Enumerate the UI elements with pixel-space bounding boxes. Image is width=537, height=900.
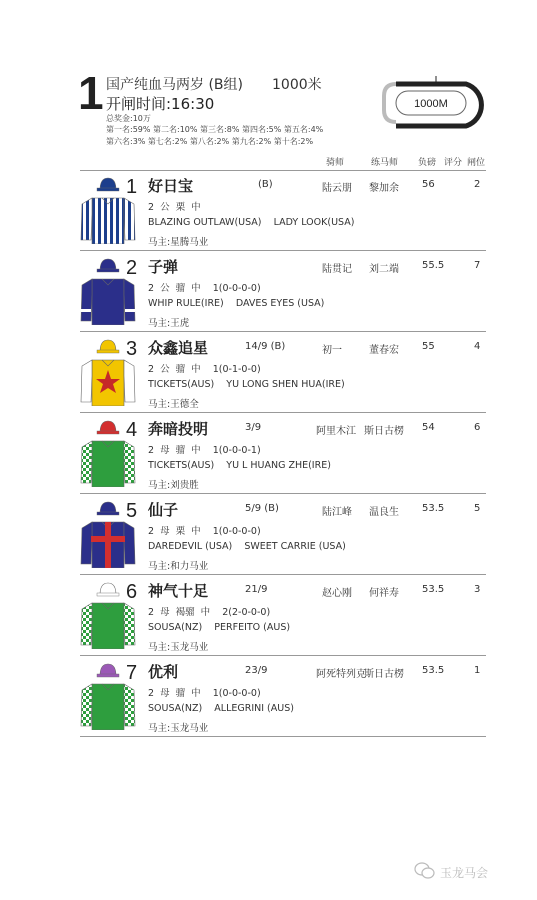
race-title: 国产纯血马两岁 (B组) bbox=[106, 77, 243, 93]
horse-owner: 马主:玉龙马业 bbox=[148, 723, 209, 734]
barrier-draw: 3 bbox=[474, 584, 481, 595]
horse-odds: 14/9 (B) bbox=[245, 341, 286, 352]
trainer-name: 刘二端 bbox=[369, 264, 399, 275]
horse-odds: 21/9 bbox=[245, 584, 268, 595]
horse-pedigree: SOUSA(NZ) ALLEGRINI (AUS) bbox=[148, 703, 294, 714]
jockey-name: 陆江峰 bbox=[322, 507, 352, 518]
horse-number: 4 bbox=[126, 419, 138, 441]
horse-owner: 马主:星腾马业 bbox=[148, 237, 209, 248]
jockey-name: 赵心刚 bbox=[322, 588, 352, 599]
horse-number: 3 bbox=[126, 338, 138, 360]
jockey-name: 陆云朋 bbox=[322, 183, 352, 194]
horse-details: 2 母 褐骝 中 2(2-0-0-0) bbox=[148, 607, 271, 618]
runner-row bbox=[80, 494, 486, 574]
horse-odds: (B) bbox=[258, 179, 273, 190]
barrier-draw: 2 bbox=[474, 179, 481, 190]
horse-name: 仙子 bbox=[148, 501, 179, 519]
trainer-name: 董春宏 bbox=[369, 345, 399, 356]
horse-pedigree: SOUSA(NZ) PERFEITO (AUS) bbox=[148, 622, 291, 633]
trainer-name: 黎加余 bbox=[369, 183, 399, 194]
carried-weight: 56 bbox=[422, 179, 435, 190]
runner-row bbox=[80, 656, 486, 736]
horse-number: 7 bbox=[126, 662, 138, 684]
runner-row bbox=[80, 332, 486, 412]
horse-details: 2 公 骝 中 1(0-1-0-0) bbox=[148, 364, 261, 375]
barrier-draw: 7 bbox=[474, 260, 481, 271]
horse-details: 2 公 骝 中 1(0-0-0-0) bbox=[148, 283, 261, 294]
wechat-icon bbox=[414, 862, 436, 880]
horse-owner: 马主:王虎 bbox=[148, 318, 190, 329]
horse-pedigree: BLAZING OUTLAW(USA) LADY LOOK(USA) bbox=[148, 217, 355, 228]
barrier-draw: 1 bbox=[474, 665, 481, 676]
horse-pedigree: WHIP RULE(IRE) DAVES EYES (USA) bbox=[148, 298, 325, 309]
runner-row bbox=[80, 170, 486, 250]
track-distance-label: 1000M bbox=[414, 98, 448, 110]
prize-distribution bbox=[106, 124, 366, 148]
jockey-name: 初一 bbox=[322, 345, 342, 356]
trainer-name: 温良生 bbox=[369, 507, 399, 518]
runner-row bbox=[80, 575, 486, 655]
horse-details: 2 公 栗 中 bbox=[148, 202, 201, 213]
horse-owner: 马主:王德全 bbox=[148, 399, 199, 410]
horse-pedigree: TICKETS(AUS) YU LONG SHEN HUA(IRE) bbox=[148, 379, 345, 390]
jockey-name: 阿里木江 bbox=[316, 426, 356, 437]
prize-line-2: 第六名:3% 第七名:2% 第八名:2% 第九名:2% 第十名:2% bbox=[106, 137, 314, 146]
watermark: 玉龙马会 bbox=[440, 866, 489, 880]
row-divider bbox=[80, 736, 486, 737]
col-trainer: 练马师 bbox=[371, 158, 399, 168]
carried-weight: 53.5 bbox=[422, 665, 445, 676]
barrier-draw: 5 bbox=[474, 503, 481, 514]
horse-owner: 马主:和力马业 bbox=[148, 561, 209, 572]
carried-weight: 53.5 bbox=[422, 584, 445, 595]
horse-pedigree: DAREDEVIL (USA) SWEET CARRIE (USA) bbox=[148, 541, 346, 552]
horse-details: 2 母 栗 中 1(0-0-0-0) bbox=[148, 526, 261, 537]
carried-weight: 55 bbox=[422, 341, 435, 352]
track-diagram bbox=[382, 76, 490, 130]
carried-weight: 54 bbox=[422, 422, 435, 433]
col-draw: 闸位 bbox=[467, 158, 486, 168]
col-jockey: 骑师 bbox=[326, 158, 345, 168]
trainer-name: 何祥寿 bbox=[369, 588, 399, 599]
horse-details: 2 母 骝 中 1(0-0-0-1) bbox=[148, 445, 261, 456]
col-weight: 负磅 bbox=[418, 158, 437, 168]
horse-name: 众鑫追星 bbox=[148, 339, 209, 357]
race-number: 1 bbox=[78, 67, 104, 119]
jockey-name: 阿死特列克 bbox=[316, 669, 366, 680]
runner-row bbox=[80, 413, 486, 493]
horse-odds: 5/9 (B) bbox=[245, 503, 279, 514]
carried-weight: 53.5 bbox=[422, 503, 445, 514]
horse-owner: 马主:玉龙马业 bbox=[148, 642, 209, 653]
race-distance: 1000米 bbox=[272, 77, 322, 93]
horse-odds: 23/9 bbox=[245, 665, 268, 676]
horse-odds: 3/9 bbox=[245, 422, 262, 433]
horse-pedigree: TICKETS(AUS) YU L HUANG ZHE(IRE) bbox=[148, 460, 331, 471]
post-time: 开闸时间:16:30 bbox=[106, 95, 215, 113]
trainer-name: 斯日古楞 bbox=[364, 426, 404, 437]
carried-weight: 55.5 bbox=[422, 260, 445, 271]
barrier-draw: 6 bbox=[474, 422, 481, 433]
trainer-name: 斯日古楞 bbox=[364, 669, 404, 680]
horse-owner: 马主:刘贵胜 bbox=[148, 480, 199, 491]
prize-line-1: 第一名:59% 第二名:10% 第三名:8% 第四名:5% 第五名:4% bbox=[106, 125, 324, 134]
horse-name: 优利 bbox=[148, 663, 179, 681]
horse-number: 5 bbox=[126, 500, 138, 522]
col-rating: 评分 bbox=[444, 158, 463, 168]
horse-number: 6 bbox=[126, 581, 138, 603]
horse-name: 好日宝 bbox=[148, 177, 194, 195]
horse-name: 子弹 bbox=[148, 258, 179, 276]
jockey-name: 陆贯记 bbox=[322, 264, 352, 275]
purse: 总奖金:10万 bbox=[106, 114, 151, 123]
barrier-draw: 4 bbox=[474, 341, 481, 352]
horse-name: 神气十足 bbox=[148, 582, 209, 600]
runner-row bbox=[80, 251, 486, 331]
horse-number: 1 bbox=[126, 176, 138, 198]
horse-name: 奔暗投明 bbox=[148, 420, 209, 438]
horse-details: 2 母 骝 中 1(0-0-0-0) bbox=[148, 688, 261, 699]
horse-number: 2 bbox=[126, 257, 138, 279]
